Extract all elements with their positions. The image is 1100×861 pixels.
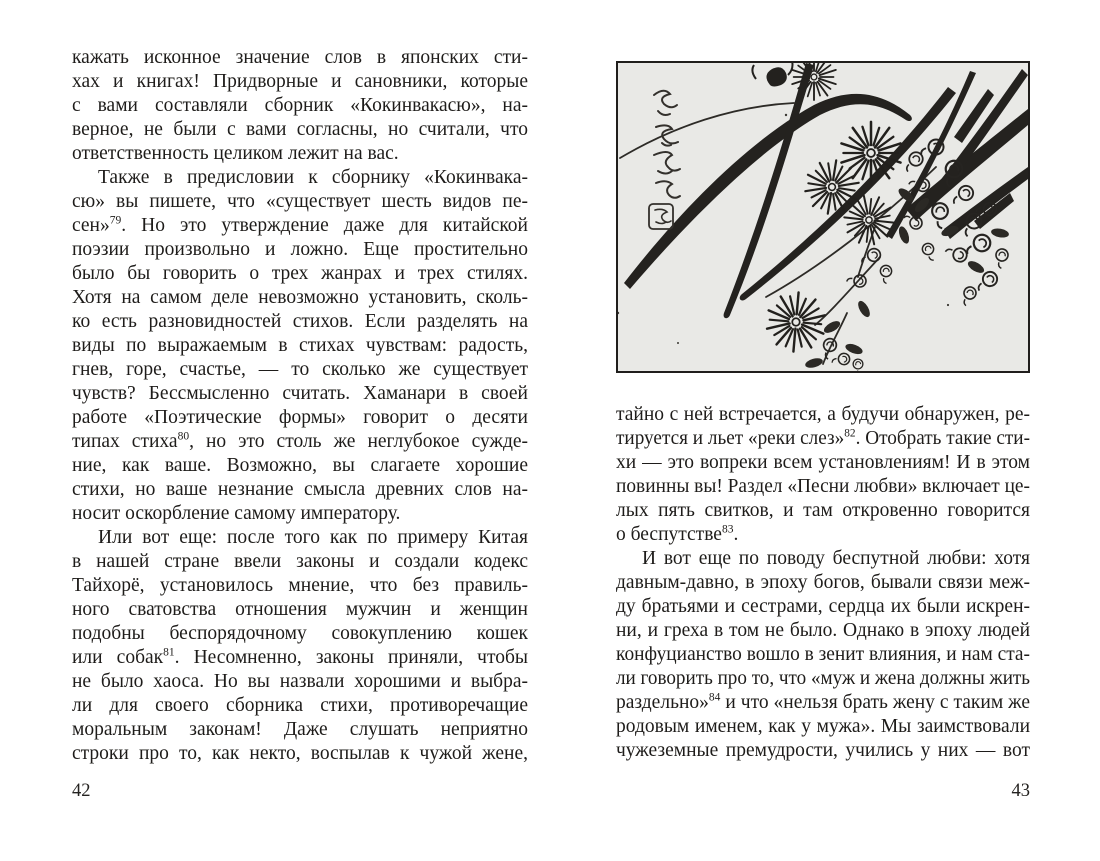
text-line: носит оскорбление самому императору. xyxy=(72,503,401,524)
text-line: ко есть разновидностей стихов. Если разделять на xyxy=(72,311,528,332)
text-line: в нашей стране ввели законы и создали кодекс xyxy=(72,551,528,572)
text-line: ни, и греха в том не было. Однако в эпоху людей xyxy=(616,620,1030,641)
text-line: или собак$^{81}$. Несомненно, законы приняли, чтобы xyxy=(72,646,528,668)
text-line: с вами составляли сборник «Кокинвакасю», на- xyxy=(72,95,528,116)
text-line: ние, как ваше. Возможно, вы слагаете хорошие xyxy=(72,455,528,476)
text-line: сю» вы пишете, что «существует шесть видов пе- xyxy=(72,191,528,212)
text-line: Тайхорё, установилось мнение, что без правиль- xyxy=(72,575,528,596)
text-line: чувств? Бессмысленно считать. Хаманари в своей xyxy=(72,383,528,404)
text-line: ду братьями и сестрами, сердца их были искрен- xyxy=(616,596,1030,617)
text-line: давным-давно, в эпоху богов, бывали связи меж- xyxy=(616,572,1030,593)
flower-bud xyxy=(752,63,792,87)
text-line: не было хаоса. Но вы назвали хорошими и выбра- xyxy=(72,671,528,692)
text-line: хах и книгах! Придворные и сановники, которые xyxy=(72,71,528,92)
text-line: хи — это вопреки всем установлениям! И в этом xyxy=(616,452,1030,473)
text-line: работе «Поэтические формы» говорит о десяти xyxy=(72,407,528,428)
text-line: ли говорить про то, что «муж и жена должны жить xyxy=(616,668,1030,689)
text-line: конфуцианство вошло в зенит влияния, и нам ста- xyxy=(616,644,1030,665)
text-line: лых пять свитков, и там откровенно говорится xyxy=(616,500,1030,521)
text-line: поэзии произвольно и ложно. Еще простительно xyxy=(72,239,528,260)
text-line: родовым именем, как у мужа». Мы заимствовали xyxy=(616,716,1030,737)
text-line: было бы говорить о трех жанрах и трех стилях. xyxy=(72,263,528,284)
text-line: типах стиха$^{80}$, но это столь же неглубокое сужде- xyxy=(72,430,529,452)
text-line: тируется и льет «реки слез»$^{82}$. Отобрать такие сти- xyxy=(616,427,1030,449)
text-line: виды по выражаемым в стихах чувствам: радость, xyxy=(72,335,528,356)
text-line: тайно с ней встречается, а будучи обнаружен, ре- xyxy=(616,404,1030,425)
text-line: гнев, горе, счастье, — то сколько же существует xyxy=(72,359,528,380)
text-line: Хотя на самом деле невозможно установить, сколь- xyxy=(72,287,528,308)
text-line: верное, не были с вами согласны, но считали, что xyxy=(72,119,528,140)
text-line: ответственность целиком лежит на вас. xyxy=(72,143,399,164)
text-line: Или вот еще: после того как по примеру Китая xyxy=(98,527,528,548)
text-line: чужеземные премудрости, учились у них — вот xyxy=(616,740,1030,761)
text-line: Также в предисловии к сборнику «Кокинвака- xyxy=(98,167,528,188)
text-line: ного сватовства отношения мужчин и женщин xyxy=(72,599,528,620)
calligraphy-column xyxy=(649,91,680,229)
text-line: строки про то, как некто, воспылав к чужой жене, xyxy=(72,743,528,764)
page-number-right: 43 xyxy=(1011,781,1030,801)
text-line: ли для своего сборника стихи, противоречащие xyxy=(72,695,528,716)
right-page-text xyxy=(616,403,1030,763)
text-line: повинны вы! Раздел «Песни любви» включает це- xyxy=(616,476,1030,497)
text-line: сен»$^{79}$. Но это утверждение даже для китайской xyxy=(72,214,528,236)
text-line: И вот еще по поводу беспутной любви: хотя xyxy=(642,548,1030,569)
text-line: о беспутстве$^{83}$. xyxy=(616,523,739,545)
text-line: кажать исконное значение слов в японских сти- xyxy=(72,47,528,68)
text-line: раздельно»$^{84}$ и что «нельзя брать жену с таким же xyxy=(616,691,1030,713)
text-line: стихи, но ваше незнание смысла древних слов на- xyxy=(72,479,528,500)
left-page-text xyxy=(72,46,528,766)
page-number-left: 42 xyxy=(72,781,91,801)
chrysanthemum-illustration xyxy=(616,61,1030,373)
woodblock-print-drawing xyxy=(618,63,1028,371)
text-line: моральным законам! Даже слушать неприятно xyxy=(72,719,528,740)
text-line: подобны беспорядочному совокуплению кошек xyxy=(72,623,528,644)
